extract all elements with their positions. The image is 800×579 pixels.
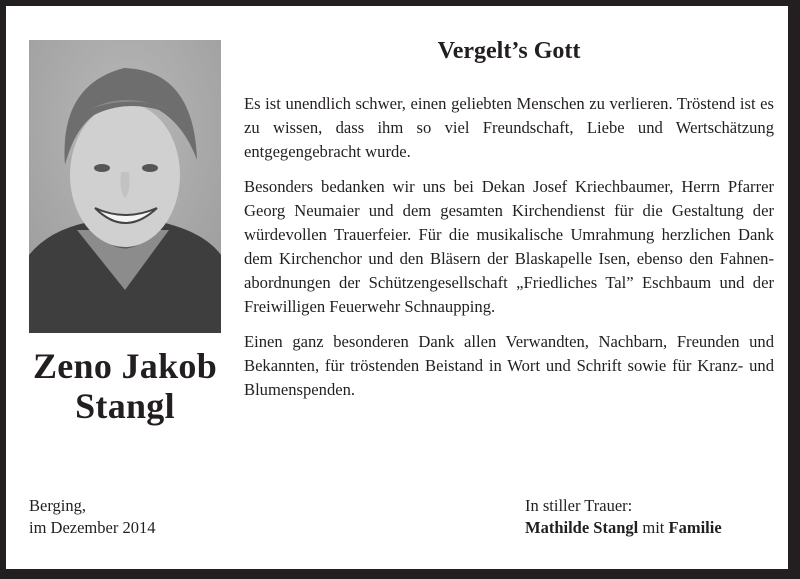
portrait-photo (29, 40, 221, 333)
notice-title: Vergelt’s Gott (437, 38, 581, 64)
paragraph-3: Einen ganz besonderen Dank allen Verwandten, Nachbarn, Freunden und Bekannten, für tröstenden Beistand in Wort und Schrift sowie für Kranz- und Blumenspenden. (244, 332, 774, 399)
paragraph-1: Es ist unendlich schwer, einen geliebten Menschen zu verlieren. Tröstend ist es zu wissen, dass ihm so viel Freundschaft, Liebe und Wertschätzung entgegengebracht wurde. (244, 94, 774, 161)
obituary-notice (6, 6, 788, 569)
signature-mit: mit (638, 518, 669, 537)
portrait-image (29, 40, 221, 333)
place-date (29, 495, 155, 539)
notice-body (244, 92, 774, 413)
deceased-name (24, 346, 226, 426)
signature-line (525, 517, 722, 539)
date: im Dezember 2014 (29, 518, 156, 537)
signature-block (525, 495, 722, 539)
signature-name: Mathilde Stangl (525, 518, 639, 537)
deceased-name-line2: Stangl (75, 386, 175, 426)
deceased-name-line1: Zeno Jakob (32, 346, 218, 386)
signature-family: Familie (668, 518, 722, 537)
place: Berging, (29, 496, 86, 515)
signature-intro: In stiller Trauer: (525, 496, 633, 515)
paragraph-2: Besonders bedanken wir uns bei Dekan Josef Kriechbaumer, Herrn Pfarrer Georg Neumaier und dem gesamten Kirchendienst für die Gestaltung der würdevollen Trauerfeier. Für die musikalische Umrahmung herzlichen Dank dem Kirchenchor und den Bläsern der Blaskapelle Isen, ebenso den Fahnenabordnungen der Schützengesellschaft „Friedliches Tal” Eschbaum und der Freiwilligen Feuerwehr Schnaupping. (244, 177, 774, 316)
